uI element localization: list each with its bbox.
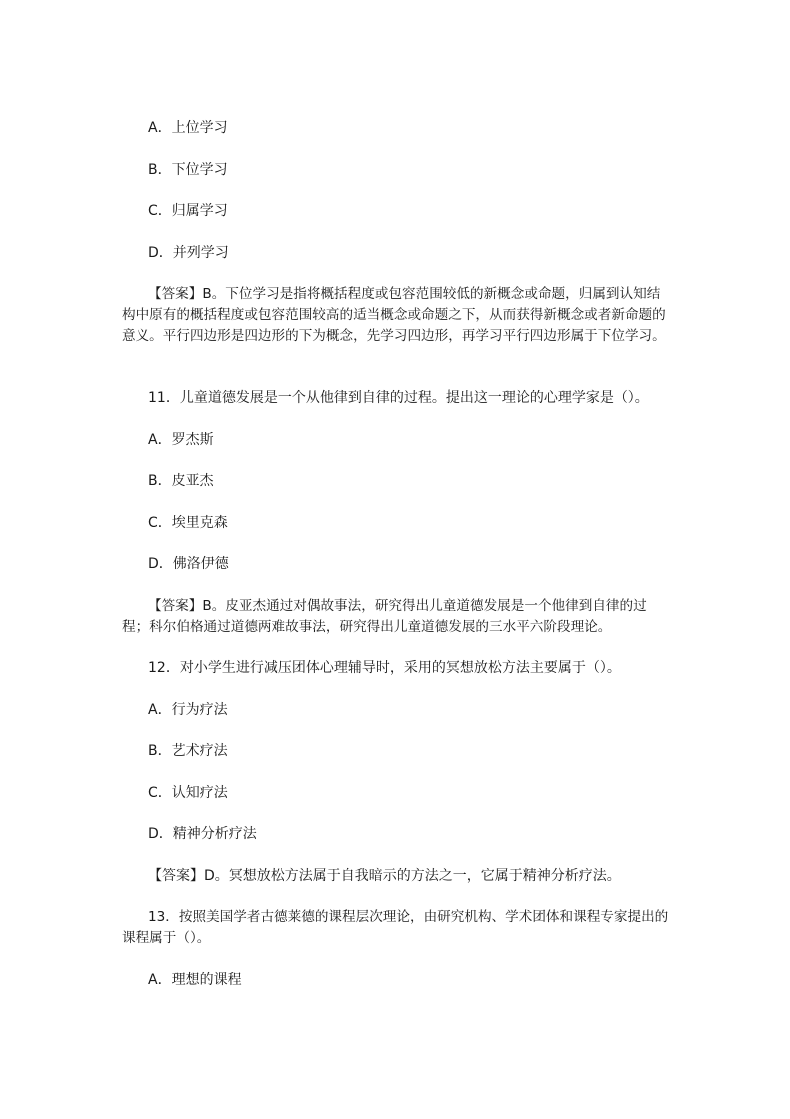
q12-option-a: A．行为疗法 (148, 702, 228, 718)
q11-option-b: B．皮亚杰 (148, 473, 214, 489)
q12-question: 12．对小学生进行减压团体心理辅导时，采用的冥想放松方法主要属于（）。 (148, 660, 621, 676)
q11-answer: 【答案】B。皮亚杰通过对偶故事法，研究得出儿童道德发展是一个他律到自律的过程；科尔伯格通过道德两难故事法，研究得出儿童道德发展的三水平六阶段理论。 (122, 598, 647, 635)
q13-question: 13．按照美国学者古德莱德的课程层次理论，由研究机构、学术团体和课程专家提出的课程属于（）。 (122, 909, 669, 946)
q10-option-b: B．下位学习 (148, 162, 228, 178)
q12-option-c: C．认知疗法 (148, 785, 228, 801)
q10-answer: 【答案】B。下位学习是指将概括程度或包容范围较低的新概念或命题，归属到认知结构中原有的概括程度或包容范围较高的适当概念或命题之下，从而获得新概念或者新命题的意义。平行四边形是四边形的下为概念，先学习四边形，再学习平行四边形属于下位学习。 (122, 286, 666, 344)
q13-option-a: A．理想的课程 (148, 972, 242, 988)
q11-option-a: A．罗杰斯 (148, 432, 214, 448)
q12-option-d: D．精神分析疗法 (148, 826, 257, 842)
q10-option-d: D．并列学习 (148, 245, 229, 261)
q12-option-b: B．艺术疗法 (148, 743, 228, 759)
q11-question: 11．儿童道德发展是一个从他律到自律的过程。提出这一理论的心理学家是（）。 (148, 390, 649, 406)
q11-option-d: D．佛洛伊德 (148, 556, 229, 572)
q11-option-c: C．埃里克森 (148, 515, 228, 531)
q10-option-c: C．归属学习 (148, 203, 228, 219)
q12-answer: 【答案】D。冥想放松方法属于自我暗示的方法之一，它属于精神分析疗法。 (148, 868, 621, 884)
q10-option-a: A．上位学习 (148, 120, 228, 136)
